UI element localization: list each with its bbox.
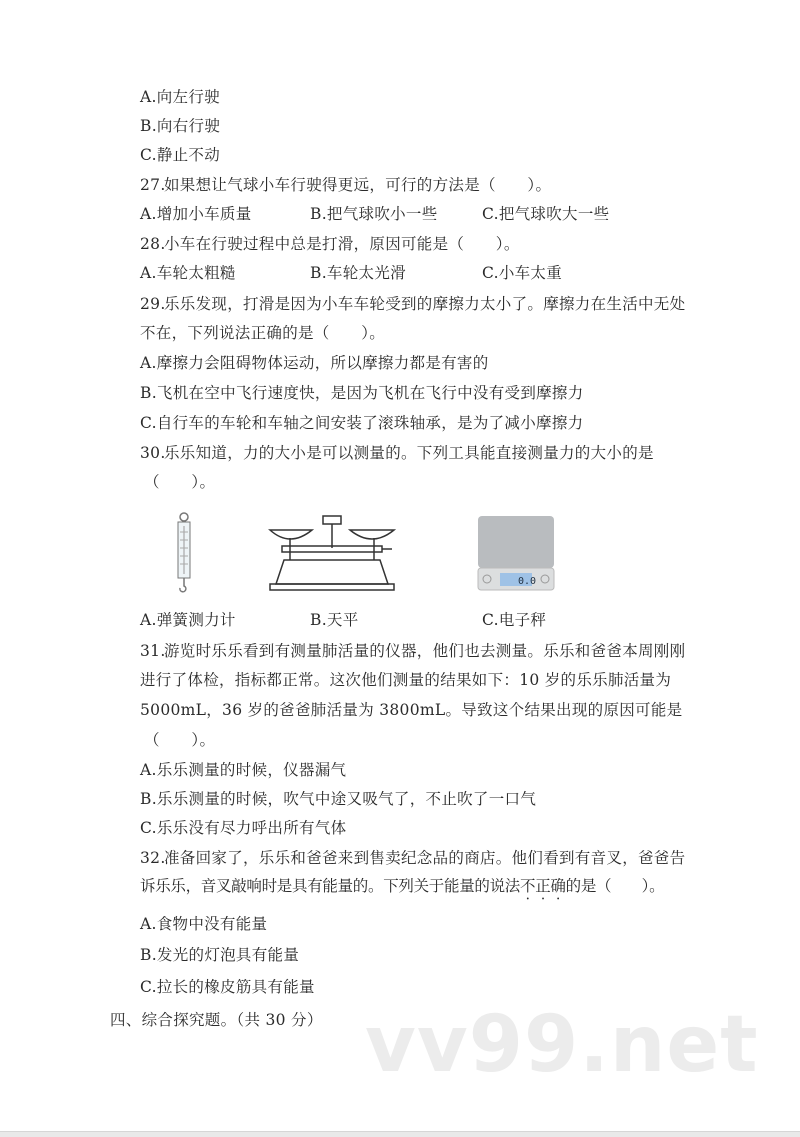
q31-number: 31.	[140, 642, 166, 660]
q27-number: 27.	[140, 176, 166, 194]
q31-stem	[140, 641, 685, 661]
q30-option-a: A.弹簧测力计	[140, 611, 236, 629]
q29-option-c: C.自行车的车轮和车轴之间安装了滚珠轴承，是为了减小摩擦力	[140, 414, 584, 432]
q29-text-line2: 不在，下列说法正确的是（ ）。	[140, 324, 386, 342]
q28-option-c: C.小车太重	[482, 264, 563, 282]
q27-option-b: B.把气球吹小一些	[310, 205, 438, 223]
q31-option-a: A.乐乐测量的时候，仪器漏气	[140, 761, 347, 779]
q30-stem	[140, 443, 654, 463]
section-4-heading: 四、综合探究题。（共 30 分）	[110, 1011, 323, 1029]
q29-option-a: A.摩擦力会阻碍物体运动，所以摩擦力都是有害的	[140, 354, 489, 372]
q29-text-line1: 乐乐发现，打滑是因为小车车轮受到的摩擦力太小了。摩擦力在生活中无处	[164, 295, 686, 313]
electronic-scale-image	[474, 514, 558, 594]
q32-number: 32.	[140, 849, 166, 867]
q28-text: 小车在行驶过程中总是打滑，原因可能是（ ）。	[164, 235, 520, 253]
q28-option-a: A.车轮太粗糙	[140, 264, 236, 282]
q31-text-line3: 5000mL，36 岁的爸爸肺活量为 3800mL。导致这个结果出现的原因可能是	[140, 701, 683, 719]
q31-option-c: C.乐乐没有尽力呼出所有气体	[140, 819, 347, 837]
q27-text: 如果想让气球小车行驶得更远，可行的方法是（ ）。	[164, 176, 552, 194]
q29-number: 29.	[140, 295, 166, 313]
scale-display: 0.0	[518, 576, 537, 587]
q30-option-c: C.电子秤	[482, 611, 547, 629]
emphasis-char: 正	[535, 877, 551, 895]
balance-scale-image	[268, 512, 400, 594]
emphasis-char: 不	[520, 877, 536, 895]
q26-option-a: A.向左行驶	[140, 88, 220, 106]
emphasis-char: 确	[550, 877, 566, 895]
q27-option-a: A.增加小车质量	[140, 205, 252, 223]
q30-number: 30.	[140, 444, 166, 462]
q26-option-c: C.静止不动	[140, 146, 221, 164]
q32-stem	[140, 848, 685, 868]
q30-text-line1: 乐乐知道，力的大小是可以测量的。下列工具能直接测量力的大小的是	[164, 444, 654, 462]
q27-stem	[140, 175, 551, 195]
q26-option-b: B.向右行驶	[140, 117, 221, 135]
q32-option-c: C.拉长的橡皮筋具有能量	[140, 978, 315, 996]
q28-stem	[140, 234, 520, 254]
q28-option-b: B.车轮太光滑	[310, 264, 406, 282]
q30-text-line2: （ ）。	[144, 473, 216, 491]
q31-option-b: B.乐乐测量的时候，吹气中途又吸气了，不止吹了一口气	[140, 790, 537, 808]
watermark: vv99.net	[365, 1000, 759, 1090]
q30-option-b: B.天平	[310, 611, 359, 629]
q32-text-post: 的是（ ）。	[565, 877, 665, 895]
q27-option-c: C.把气球吹大一些	[482, 205, 610, 223]
q32-option-a: A.食物中没有能量	[140, 915, 268, 933]
q32-text-pre: 诉乐乐，音叉敲响时是具有能量的。下列关于能量的说法	[140, 877, 521, 895]
q32-text-line1: 准备回家了，乐乐和爸爸来到售卖纪念品的商店。他们看到有音叉，爸爸告	[164, 849, 686, 867]
q32-option-b: B.发光的灯泡具有能量	[140, 946, 300, 964]
q29-stem	[140, 294, 685, 314]
q31-text-line4: （ ）。	[144, 731, 216, 749]
q29-option-b: B.飞机在空中飞行速度快，是因为飞机在飞行中没有受到摩擦力	[140, 384, 584, 402]
q31-text-line1: 游览时乐乐看到有测量肺活量的仪器，他们也去测量。乐乐和爸爸本周刚刚	[164, 642, 686, 660]
spring-scale-image	[172, 512, 196, 594]
q32-text-line2	[140, 876, 664, 896]
q31-text-line2: 进行了体检，指标都正常。这次他们测量的结果如下：10 岁的乐乐肺活量为	[140, 671, 672, 689]
q28-number: 28.	[140, 235, 166, 253]
